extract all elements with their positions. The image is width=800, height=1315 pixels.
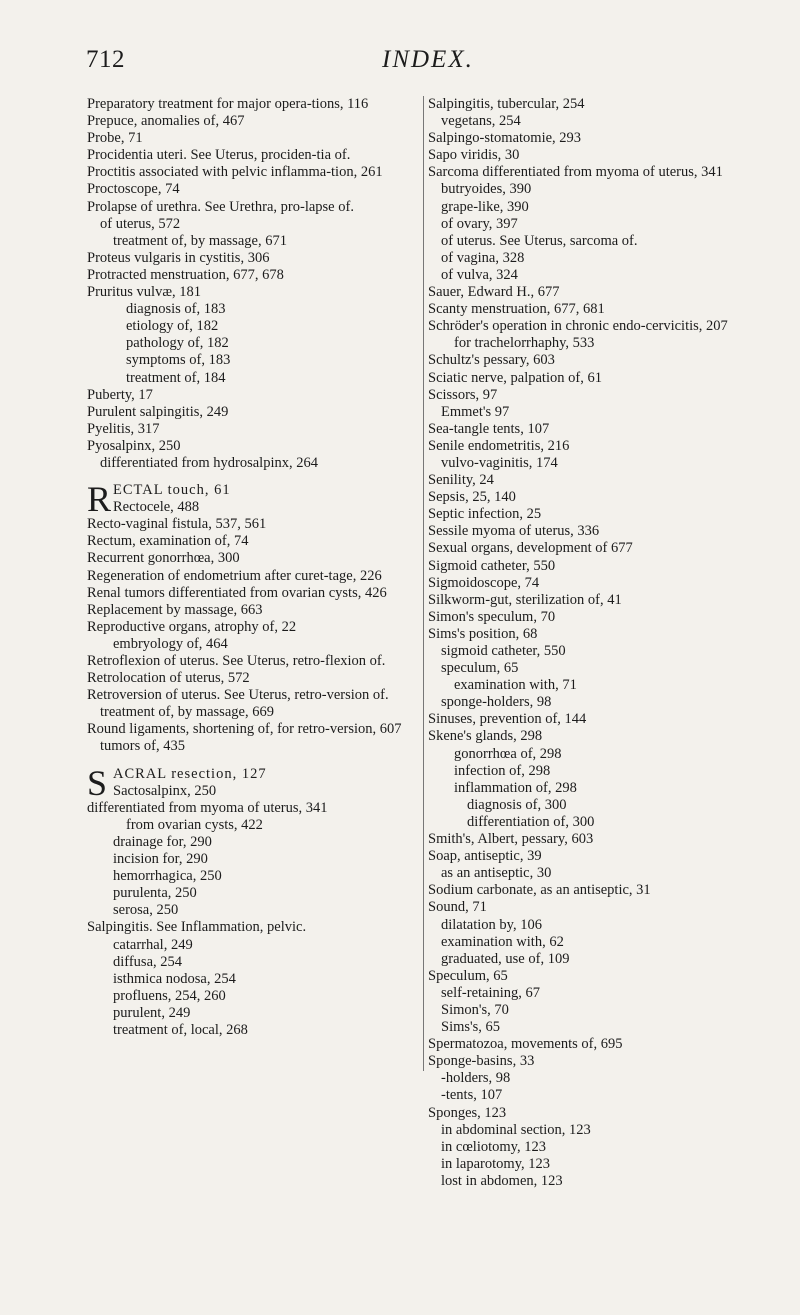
index-entry: Skene's glands, 298 bbox=[428, 728, 543, 745]
index-subentry: infection of, 298 bbox=[454, 762, 551, 779]
index-entry: Recto-vaginal fistula, 537, 561 bbox=[87, 516, 267, 533]
index-entry: Recurrent gonorrhœa, 300 bbox=[87, 550, 240, 567]
index-entry: Senility, 24 bbox=[428, 472, 494, 489]
index-entry: Round ligaments, shortening of, for retro-version, 607 bbox=[87, 721, 402, 738]
index-subentry: drainage for, 290 bbox=[113, 833, 212, 850]
index-entry: Sodium carbonate, as an antiseptic, 31 bbox=[428, 882, 651, 899]
index-subentry: serosa, 250 bbox=[113, 902, 179, 919]
index-subentry: sponge-holders, 98 bbox=[441, 694, 552, 711]
section-start-entry bbox=[87, 762, 417, 803]
page-header bbox=[86, 46, 686, 82]
index-entry: Septic infection, 25 bbox=[428, 506, 542, 523]
index-subentry: dilatation by, 106 bbox=[441, 916, 542, 933]
index-entry: Spermatozoa, movements of, 695 bbox=[428, 1036, 623, 1053]
index-subentry: as an antiseptic, 30 bbox=[441, 865, 552, 882]
index-entry: Speculum, 65 bbox=[428, 967, 508, 984]
section-start-entry bbox=[87, 479, 417, 520]
index-entry: Proctoscope, 74 bbox=[87, 181, 180, 198]
index-entry: Preparatory treatment for major opera-tions, 116 bbox=[87, 96, 369, 112]
index-entry: Sexual organs, development of 677 bbox=[428, 540, 633, 557]
index-entry: Sactosalpinx, 250 bbox=[113, 782, 217, 799]
index-entry: Schröder's operation in chronic endo-cervicitis, 207 bbox=[428, 318, 728, 335]
index-subentry: etiology of, 182 bbox=[126, 318, 219, 335]
index-subentry: treatment of, 184 bbox=[126, 369, 226, 386]
index-entry: Protracted menstruation, 677, 678 bbox=[87, 266, 284, 283]
index-subentry: diagnosis of, 300 bbox=[467, 796, 567, 813]
index-subentry: diagnosis of, 183 bbox=[126, 301, 226, 318]
index-entry: Pruritus vulvæ, 181 bbox=[87, 284, 201, 301]
index-entry: Pyosalpinx, 250 bbox=[87, 437, 181, 454]
column-divider bbox=[423, 96, 424, 1071]
index-entry: Sciatic nerve, palpation of, 61 bbox=[428, 369, 602, 386]
index-entry: Sessile myoma of uterus, 336 bbox=[428, 523, 600, 540]
index-subentry: for trachelorrhaphy, 533 bbox=[454, 335, 595, 352]
index-entry: Procidentia uteri. See Uterus, prociden-tia of. bbox=[87, 147, 351, 164]
index-entry: Reproductive organs, atrophy of, 22 bbox=[87, 618, 297, 635]
index-entry: Sigmoid catheter, 550 bbox=[428, 557, 556, 574]
index-entry: Silkworm-gut, sterilization of, 41 bbox=[428, 591, 622, 608]
index-entry: Sinuses, prevention of, 144 bbox=[428, 711, 587, 728]
index-subentry: treatment of, local, 268 bbox=[113, 1021, 248, 1038]
index-subentry: examination with, 62 bbox=[441, 933, 564, 950]
index-entry: ACRAL resection, 127 bbox=[113, 765, 267, 782]
index-entry: Replacement by massage, 663 bbox=[87, 601, 263, 618]
index-subentry: in cœliotomy, 123 bbox=[441, 1138, 546, 1155]
index-subentry: hemorrhagica, 250 bbox=[113, 868, 222, 885]
page-number: 712 bbox=[86, 46, 125, 73]
index-entry: Salpingitis, tubercular, 254 bbox=[428, 96, 585, 112]
index-subentry: profluens, 254, 260 bbox=[113, 987, 226, 1004]
index-entry: Simon's speculum, 70 bbox=[428, 608, 556, 625]
index-entry: Smith's, Albert, pessary, 603 bbox=[428, 831, 594, 848]
drop-cap-letter: R bbox=[87, 479, 112, 520]
index-subentry: -tents, 107 bbox=[441, 1087, 503, 1104]
index-subentry: lost in abdomen, 123 bbox=[441, 1172, 563, 1189]
index-entry: Sauer, Edward H., 677 bbox=[428, 284, 560, 301]
index-subentry: Sims's, 65 bbox=[441, 1019, 501, 1036]
index-subentry: grape-like, 390 bbox=[441, 198, 529, 215]
index-entry: Regeneration of endometrium after curet-tage, 226 bbox=[87, 567, 382, 584]
index-subentry: graduated, use of, 109 bbox=[441, 950, 570, 967]
index-subentry: isthmica nodosa, 254 bbox=[113, 970, 236, 987]
index-subentry: symptoms of, 183 bbox=[126, 352, 231, 369]
index-subentry: inflammation of, 298 bbox=[454, 779, 577, 796]
index-entry: Sponge-basins, 33 bbox=[428, 1053, 535, 1070]
index-subentry: butryoides, 390 bbox=[441, 181, 532, 198]
index-entry: Sponges, 123 bbox=[428, 1104, 507, 1121]
index-entry: Rectocele, 488 bbox=[113, 499, 200, 516]
index-subentry: of ovary, 397 bbox=[441, 215, 518, 232]
index-entry: Rectum, examination of, 74 bbox=[87, 533, 249, 550]
index-subentry: sigmoid catheter, 550 bbox=[441, 643, 566, 659]
index-entry: Sepsis, 25, 140 bbox=[428, 489, 516, 506]
index-subentry: of uterus. See Uterus, sarcoma of. bbox=[441, 232, 638, 249]
index-entry: Retroflexion of uterus. See Uterus, retro-flexion of. bbox=[87, 653, 386, 669]
index-subentry: differentiation of, 300 bbox=[467, 813, 595, 830]
index-entry: Proctitis associated with pelvic inflamma-tion, 261 bbox=[87, 164, 383, 181]
running-head: INDEX. bbox=[382, 46, 474, 73]
index-subentry: purulenta, 250 bbox=[113, 885, 197, 902]
index-entry: Probe, 71 bbox=[87, 130, 143, 147]
index-entry: Soap, antiseptic, 39 bbox=[428, 848, 542, 865]
index-entry: Pyelitis, 317 bbox=[87, 420, 160, 437]
index-subentry: in abdominal section, 123 bbox=[441, 1121, 591, 1138]
index-subentry: self-retaining, 67 bbox=[441, 984, 541, 1001]
index-subentry: differentiated from hydrosalpinx, 264 bbox=[100, 454, 318, 471]
index-subentry: pathology of, 182 bbox=[126, 335, 229, 352]
index-subentry: embryology of, 464 bbox=[113, 635, 228, 652]
index-entry: Renal tumors differentiated from ovarian cysts, 426 bbox=[87, 584, 387, 601]
index-entry: Sea-tangle tents, 107 bbox=[428, 420, 550, 437]
index-subentry: vegetans, 254 bbox=[441, 113, 521, 130]
drop-cap-letter: S bbox=[87, 762, 108, 803]
index-entry: Sound, 71 bbox=[428, 899, 487, 916]
index-subentry: Simon's, 70 bbox=[441, 1001, 509, 1018]
index-subentry: treatment of, by massage, 671 bbox=[113, 232, 287, 249]
index-subentry: purulent, 249 bbox=[113, 1004, 191, 1021]
section-gap bbox=[87, 756, 417, 766]
index-entry: Sigmoidoscope, 74 bbox=[428, 574, 540, 591]
index-subentry: of uterus, 572 bbox=[100, 215, 181, 232]
index-subentry: of vagina, 328 bbox=[441, 249, 525, 266]
index-entry: Sapo viridis, 30 bbox=[428, 147, 520, 164]
index-entry: Scanty menstruation, 677, 681 bbox=[428, 301, 605, 318]
index-subentry: -holders, 98 bbox=[441, 1070, 511, 1087]
index-subentry: speculum, 65 bbox=[441, 660, 519, 677]
index-entry: Retrolocation of uterus, 572 bbox=[87, 670, 250, 687]
index-subentry: gonorrhœa of, 298 bbox=[454, 745, 562, 762]
index-subentry: from ovarian cysts, 422 bbox=[126, 816, 263, 833]
index-entry: Salpingo-stomatomie, 293 bbox=[428, 130, 582, 147]
index-subentry: incision for, 290 bbox=[113, 851, 208, 868]
index-entry: Puberty, 17 bbox=[87, 386, 153, 403]
index-subentry: treatment of, by massage, 669 bbox=[100, 704, 274, 721]
index-subentry: tumors of, 435 bbox=[100, 738, 185, 755]
index-subentry: diffusa, 254 bbox=[113, 953, 183, 970]
index-subentry: Emmet's 97 bbox=[441, 403, 510, 420]
index-entry: Sarcoma differentiated from myoma of uterus, 341 bbox=[428, 164, 723, 181]
index-entry: Retroversion of uterus. See Uterus, retro-version of. bbox=[87, 687, 389, 704]
index-entry: Purulent salpingitis, 249 bbox=[87, 403, 229, 420]
index-subentry: catarrhal, 249 bbox=[113, 936, 193, 953]
index-entry: Proteus vulgaris in cystitis, 306 bbox=[87, 249, 270, 266]
index-subentry: of vulva, 324 bbox=[441, 266, 518, 283]
index-column-left bbox=[87, 96, 417, 1039]
index-subentry: differentiated from myoma of uterus, 341 bbox=[87, 799, 328, 816]
index-entry: Senile endometritis, 216 bbox=[428, 437, 570, 454]
index-subentry: examination with, 71 bbox=[454, 677, 577, 694]
index-entry: ECTAL touch, 61 bbox=[113, 482, 231, 499]
index-entry: Scissors, 97 bbox=[428, 386, 498, 403]
index-subentry: in laparotomy, 123 bbox=[441, 1155, 550, 1172]
index-entry: Schultz's pessary, 603 bbox=[428, 352, 555, 369]
index-entry: Sims's position, 68 bbox=[428, 625, 538, 642]
index-entry: Prolapse of urethra. See Urethra, pro-lapse of. bbox=[87, 198, 354, 215]
index-subentry: vulvo-vaginitis, 174 bbox=[441, 454, 558, 471]
section-gap bbox=[87, 472, 417, 482]
index-column-right bbox=[428, 96, 758, 1190]
index-entry: Salpingitis. See Inflammation, pelvic. bbox=[87, 919, 307, 936]
index-entry: Prepuce, anomalies of, 467 bbox=[87, 113, 245, 130]
